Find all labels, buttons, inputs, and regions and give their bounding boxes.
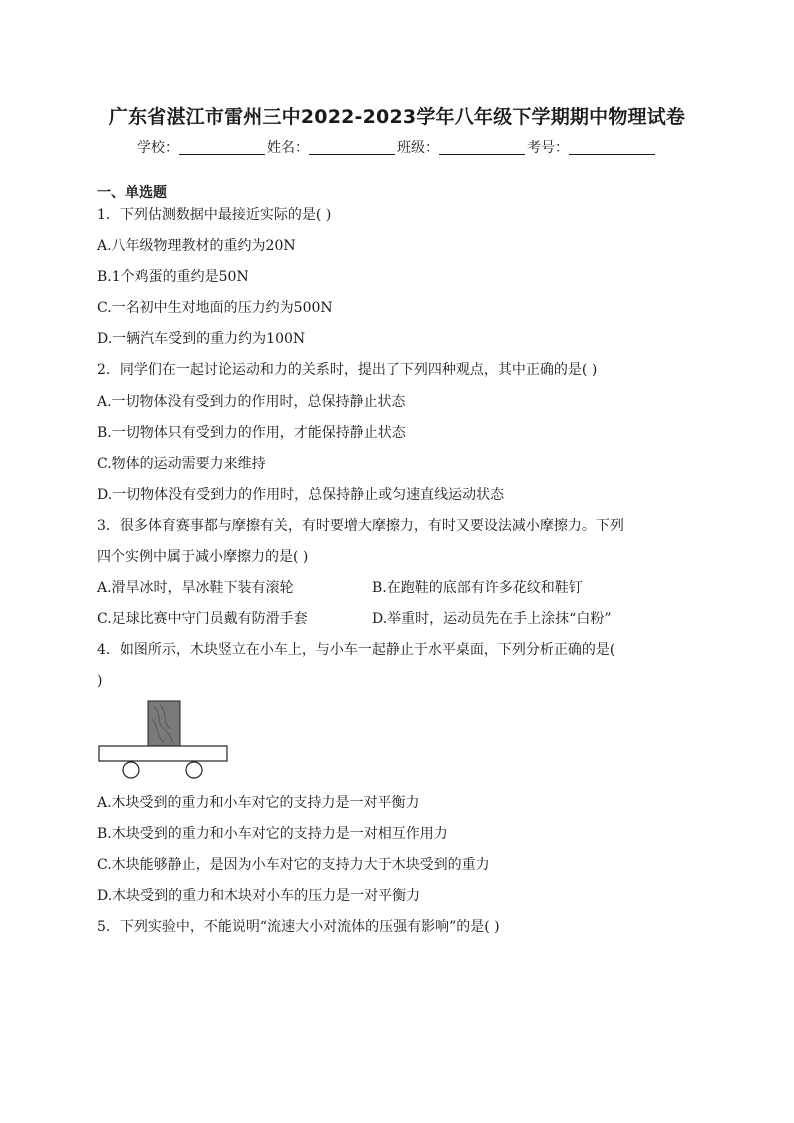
q5-stem: 5．下列实验中，不能说明“流速大小对流体的压强有影响”的是( ) <box>97 919 500 935</box>
section-title: 一、单选题 <box>97 185 167 201</box>
school-blank[interactable] <box>179 140 265 155</box>
q2-option-d[interactable]: D.一切物体没有受到力的作用时，总保持静止或匀速直线运动状态 <box>97 487 505 503</box>
cart-body <box>99 746 227 761</box>
wood-block <box>148 701 180 746</box>
q3-option-c[interactable]: C.足球比赛中守门员戴有防滑手套 <box>97 611 308 627</box>
q4-option-b[interactable]: B.木块受到的重力和小车对它的支持力是一对相互作用力 <box>97 826 448 842</box>
q4-option-d[interactable]: D.木块受到的重力和木块对小车的压力是一对平衡力 <box>97 888 421 904</box>
cart-wheel-left <box>123 762 139 778</box>
exam-no-label: 考号： <box>527 140 569 156</box>
q3-option-b[interactable]: B.在跑鞋的底部有许多花纹和鞋钉 <box>372 580 583 596</box>
exam-title: 广东省湛江市雷州三中2022-2023学年八年级下学期期中物理试卷 <box>108 106 686 128</box>
exam-no-blank[interactable] <box>569 140 655 155</box>
q3-stem-line2: 四个实例中属于减小摩擦力的是( ) <box>97 549 309 565</box>
student-info-line <box>0 137 794 157</box>
block-on-cart-figure <box>98 699 230 781</box>
q4-option-a[interactable]: A.木块受到的重力和小车对它的支持力是一对平衡力 <box>97 795 420 811</box>
name-blank[interactable] <box>309 140 395 155</box>
class-label: 班级： <box>397 140 439 156</box>
name-label: 姓名： <box>267 140 309 156</box>
q3-option-a[interactable]: A.滑旱冰时，旱冰鞋下装有滚轮 <box>97 580 294 596</box>
q4-stem-line2: ) <box>97 673 103 689</box>
q3-stem-line1: 3．很多体育赛事都与摩擦有关，有时要增大摩擦力，有时又要设法减小摩擦力。下列 <box>97 518 624 534</box>
q2-stem: 2．同学们在一起讨论运动和力的关系时，提出了下列四种观点，其中正确的是( ) <box>97 362 598 378</box>
q2-option-a[interactable]: A.一切物体没有受到力的作用时，总保持静止状态 <box>97 394 406 410</box>
q2-option-b[interactable]: B.一切物体只有受到力的作用，才能保持静止状态 <box>97 425 406 441</box>
q1-stem: 1．下列估测数据中最接近实际的是( ) <box>97 207 332 223</box>
class-blank[interactable] <box>439 140 525 155</box>
q1-option-b[interactable]: B.1个鸡蛋的重约是50N <box>97 269 249 285</box>
q1-option-c[interactable]: C.一名初中生对地面的压力约为500N <box>97 300 333 316</box>
q4-stem-line1: 4．如图所示，木块竖立在小车上，与小车一起静止于水平桌面，下列分析正确的是( <box>97 642 616 658</box>
q2-option-c[interactable]: C.物体的运动需要力来维持 <box>97 456 266 472</box>
school-label: 学校： <box>137 140 179 156</box>
q3-option-d[interactable]: D.举重时，运动员先在手上涂抹“白粉” <box>372 611 612 627</box>
cart-wheel-right <box>186 762 202 778</box>
q4-option-c[interactable]: C.木块能够静止，是因为小车对它的支持力大于木块受到的重力 <box>97 857 490 873</box>
q1-option-d[interactable]: D.一辆汽车受到的重力约为100N <box>97 331 306 347</box>
q1-option-a[interactable]: A.八年级物理教材的重约为20N <box>97 238 296 254</box>
